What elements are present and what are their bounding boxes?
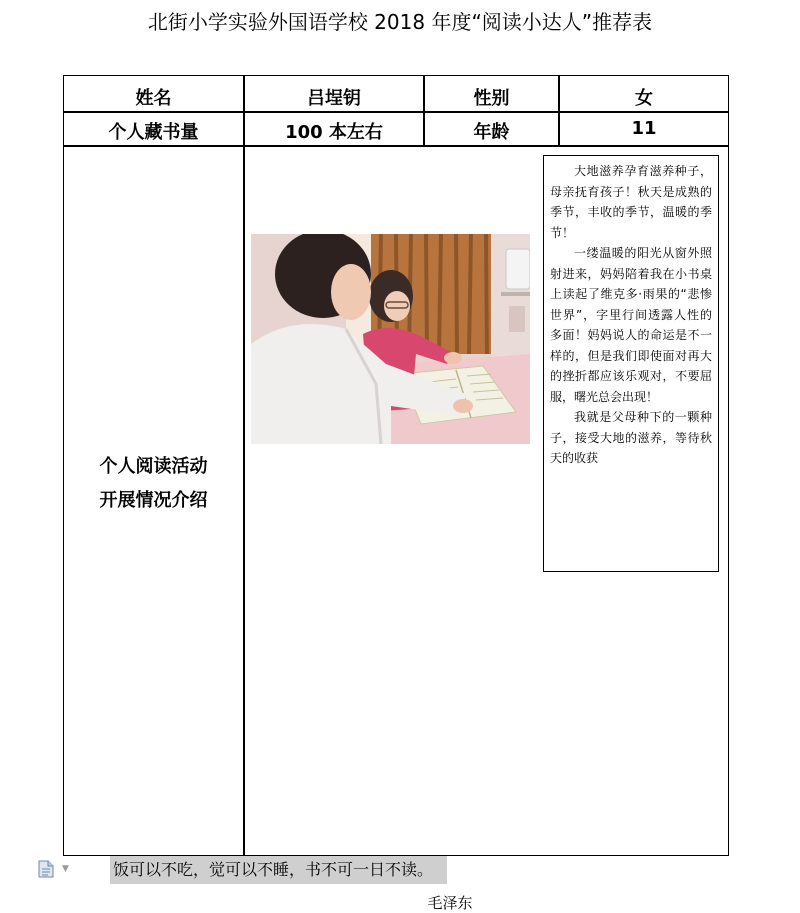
activity-label xyxy=(63,450,244,518)
reading-narrative-box xyxy=(543,155,719,572)
quote-author: 毛泽东 xyxy=(427,894,473,912)
mother-daughter-reading-photo xyxy=(251,234,530,444)
quote-text: 饭可以不吃，觉可以不睡，书不可一日不读。 xyxy=(110,856,447,884)
age-value: 11 xyxy=(631,118,657,139)
narrative-paragraph: 我就是父母种下的一颗种子，接受大地的滋养，等待秋天的收获 xyxy=(550,410,712,465)
document-title: 北街小学实验外国语学校 2018 年度“阅读小达人”推荐表 xyxy=(147,10,653,34)
activity-label-line2: 开展情况介绍 xyxy=(99,490,208,511)
dropdown-caret-icon[interactable]: ▼ xyxy=(62,864,69,874)
name-value: 吕埕钥 xyxy=(307,88,361,109)
gender-value: 女 xyxy=(635,88,653,109)
narrative-paragraph: 一缕温暖的阳光从窗外照射进来，妈妈陪着我在小书桌上读起了维克多·雨果的“悲惨世界”，字里行间透露人性的多面！妈妈说人的命运是不一样的，但是我们即使面对再大的挫折都应该乐观对，不要屈服，曙光总会出现！ xyxy=(550,246,712,404)
books-value: 100 本左右 xyxy=(285,122,383,143)
books-label: 个人藏书量 xyxy=(108,122,199,143)
narrative-paragraph: 大地滋养孕育滋养种子，母亲抚育孩子！秋天是成熟的季节，丰收的季节，温暖的季节！ xyxy=(550,164,712,240)
document-icon[interactable] xyxy=(38,860,54,878)
age-label: 年龄 xyxy=(473,122,510,143)
table-divider xyxy=(63,145,729,147)
name-label: 姓名 xyxy=(135,88,172,109)
table-divider xyxy=(63,111,729,113)
activity-label-line1: 个人阅读活动 xyxy=(99,456,208,477)
gender-label: 性别 xyxy=(473,88,510,109)
